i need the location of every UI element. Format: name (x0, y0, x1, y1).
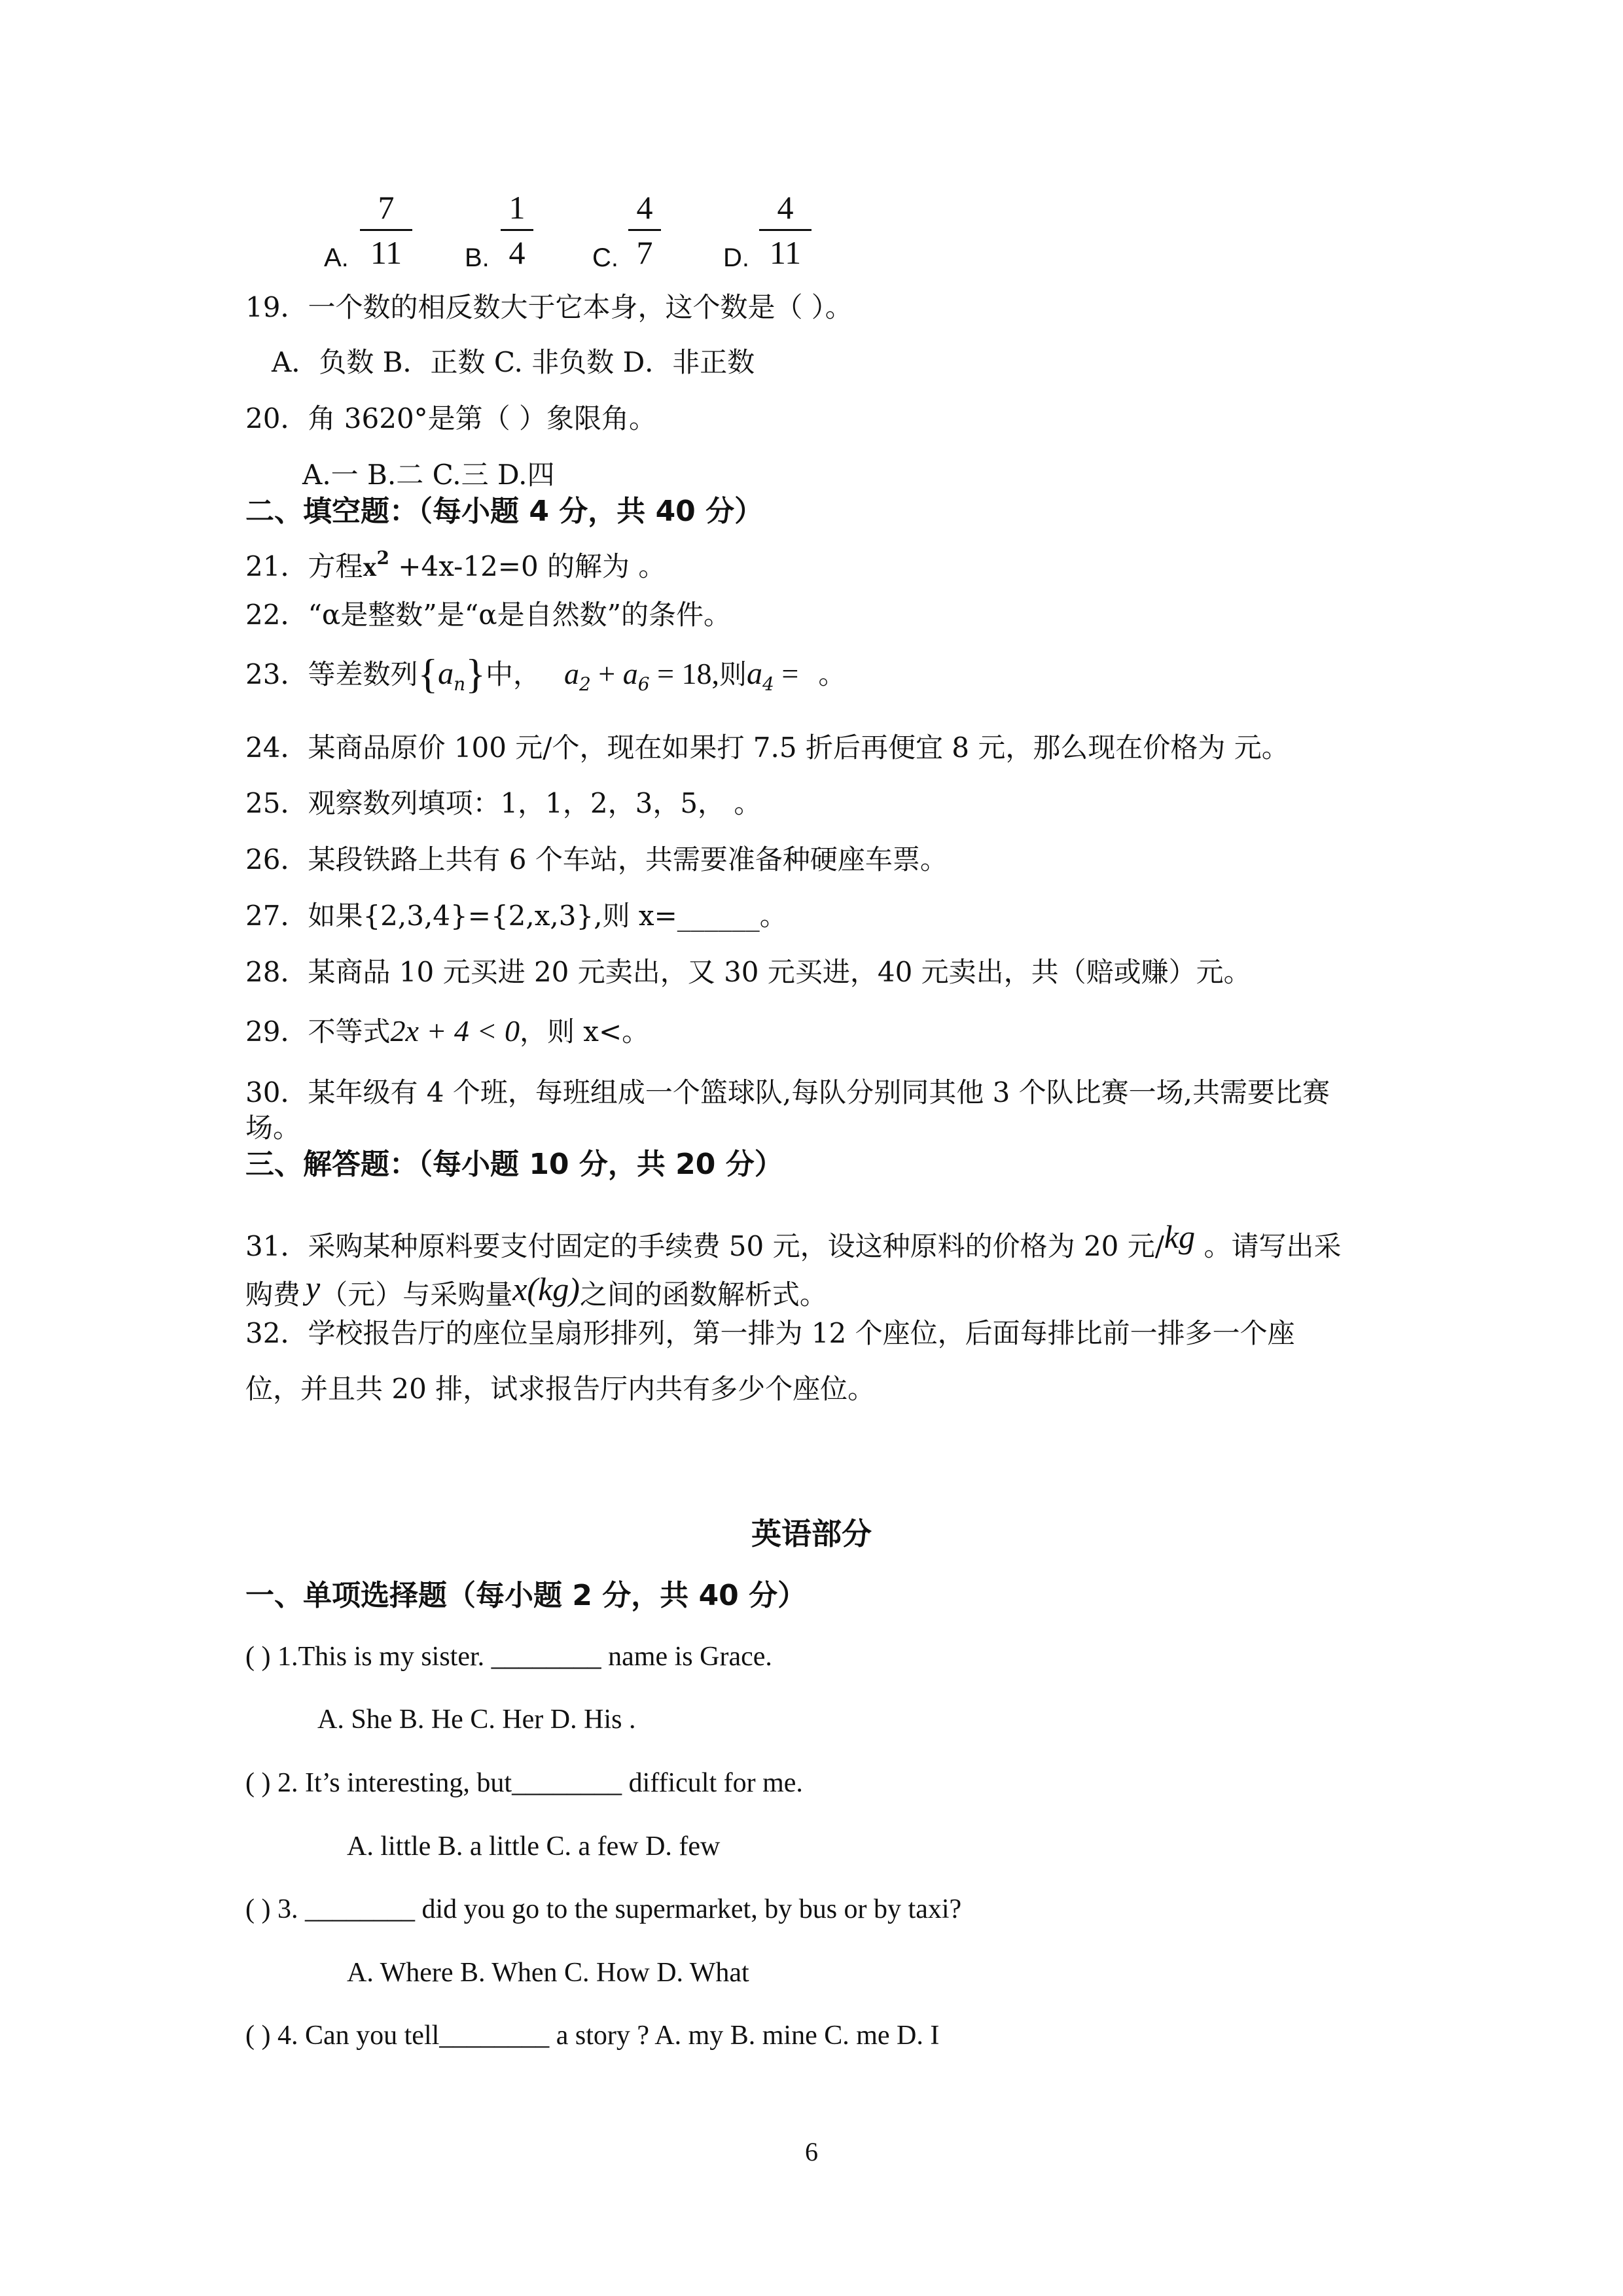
fraction-b (501, 188, 533, 272)
fraction-a-numerator: 7 (378, 189, 395, 226)
right-brace-icon: } (465, 650, 486, 697)
q23-eq-a-sub2: 6 (637, 673, 650, 695)
q21-exponent: 2 (376, 547, 389, 569)
q21-prefix: 21．方程 (245, 550, 363, 582)
q31-line2-mid: （元）与采购量 (320, 1279, 513, 1311)
q31-y-var: y (306, 1269, 321, 1306)
q23-eq-plus: + (590, 657, 623, 690)
option-b-label: B. (465, 243, 490, 272)
q30-line2: 场。 (245, 1112, 301, 1144)
fraction-d (759, 188, 812, 272)
q27-text: 27．如果{2,3,4}={2,x,3},则 x=______。 (245, 900, 787, 932)
english-q3-text: ( ) 3. ________ did you go to the supermarket, by bus or by taxi? (245, 1894, 962, 1924)
fraction-a (360, 188, 412, 272)
q31-x-expr: x(kg) (512, 1271, 580, 1307)
section-2-title: 二、填空题：（每小题 4 分，共 40 分） (245, 495, 764, 528)
english-q2-text: ( ) 2. It’s interesting, but________ difficult for me. (245, 1768, 803, 1798)
q23-mid: 中， (485, 658, 541, 690)
q25-text: 25．观察数列填项：1，1，2，3，5， 。 (245, 787, 762, 819)
english-q1-options: A. She B. He C. Her D. His . (317, 1704, 636, 1735)
q29-expression: 2x + 4 < 0 (390, 1014, 520, 1048)
fraction-d-numerator: 4 (777, 189, 794, 226)
q29 (245, 1013, 649, 1050)
fraction-d-denominator: 11 (769, 234, 802, 271)
page-number: 6 (805, 2137, 818, 2166)
english-q3-options: A. Where B. When C. How D. What (347, 1958, 749, 1988)
section-3-title: 三、解答题：（每小题 10 分，共 20 分） (245, 1148, 783, 1181)
q30-line1: 30．某年级有 4 个班，每班组成一个篮球队,每队分别同其他 3 个队比赛一场,共需要比赛 (245, 1076, 1330, 1108)
fraction-b-numerator: 1 (508, 189, 526, 226)
fraction-c (628, 188, 661, 272)
fraction-c-numerator: 4 (636, 189, 653, 226)
option-d-label: D. (723, 243, 749, 272)
q32-line2: 位，并且共 20 排，试求报告厅内共有多少个座位。 (245, 1373, 876, 1405)
fraction-a-denominator: 11 (370, 234, 402, 271)
q23-seq-sub: n (454, 673, 466, 695)
fraction-c-denominator: 7 (636, 234, 653, 271)
q19-text: 19．一个数的相反数大于它本身，这个数是（ ）。 (245, 291, 853, 323)
q31-unit: kg (1164, 1218, 1196, 1255)
q23-ask-eq: = (774, 657, 799, 690)
q24-text: 24．某商品原价 100 元/个，现在如果打 7.5 折后再便宜 8 元，那么现在价格为 元。 (245, 732, 1289, 764)
q23-ask-var: a (747, 656, 763, 691)
q31-line1-prefix: 31．采购某种原料要支付固定的手续费 50 元，设这种原料的价格为 20 元/ (245, 1230, 1164, 1262)
q22-text: 22．“α是整数”是“α是自然数”的条件。 (245, 599, 732, 631)
q23-eq-a-sub1: 2 (579, 673, 591, 695)
fraction-b-denominator: 4 (508, 234, 526, 271)
q31-line1-suffix: 。请写出采 (1195, 1230, 1342, 1262)
q23-end: 。 (818, 658, 846, 690)
q32-line1: 32．学校报告厅的座位呈扇形排列，第一排为 12 个座位，后面每排比前一排多一个座 (245, 1317, 1295, 1349)
q26-text: 26．某段铁路上共有 6 个车站，共需要准备种硬座车票。 (245, 843, 948, 875)
q31-line1 (245, 1218, 1341, 1265)
q31-line2 (245, 1269, 827, 1313)
q23-eq-rhs: = 18, (649, 657, 720, 690)
q23-prefix: 23．等差数列 (245, 658, 418, 690)
q28-text: 28．某商品 10 元买进 20 元卖出，又 30 元买进，40 元卖出，共（赔或赚）元。 (245, 956, 1251, 988)
english-q1-text: ( ) 1.This is my sister. ________ name is Grace. (245, 1642, 772, 1672)
q31-line2-prefix: 购费 (245, 1279, 301, 1311)
q29-suffix: ，则 x<。 (519, 1016, 650, 1048)
q23-seq-var: a (438, 656, 454, 691)
q21-base: x (363, 552, 377, 582)
english-q4-text: ( ) 4. Can you tell________ a story ? A. my B. mine C. me D. I (245, 2021, 940, 2051)
q23-ask-sub: 4 (762, 673, 774, 695)
q23-eq-a: a (563, 657, 579, 690)
q20-options: A.一 B.二 C.三 D.四 (302, 459, 555, 491)
option-c-label: C. (592, 243, 618, 272)
english-q2-options: A. little B. a little C. a few D. few (347, 1831, 721, 1862)
q20-text: 20．角 3620°是第（ ）象限角。 (245, 402, 657, 434)
q19-options: A．负数 B．正数 C. 非负数 D．非正数 (272, 346, 755, 378)
q31-line2-suffix: 之间的函数解析式。 (579, 1279, 827, 1311)
left-brace-icon: { (418, 650, 438, 697)
option-a-label: A. (324, 243, 349, 272)
q23 (245, 650, 846, 703)
english-section-1-title: 一、单项选择题（每小题 2 分，共 40 分） (245, 1579, 807, 1612)
q23-then: 则 (719, 658, 747, 690)
q21-suffix: +4x-12=0 的解为 。 (389, 550, 666, 582)
english-section-title: 英语部分 (751, 1516, 872, 1551)
q23-eq-b: a (622, 657, 638, 690)
q29-prefix: 29．不等式 (245, 1016, 391, 1048)
q21 (245, 540, 666, 586)
